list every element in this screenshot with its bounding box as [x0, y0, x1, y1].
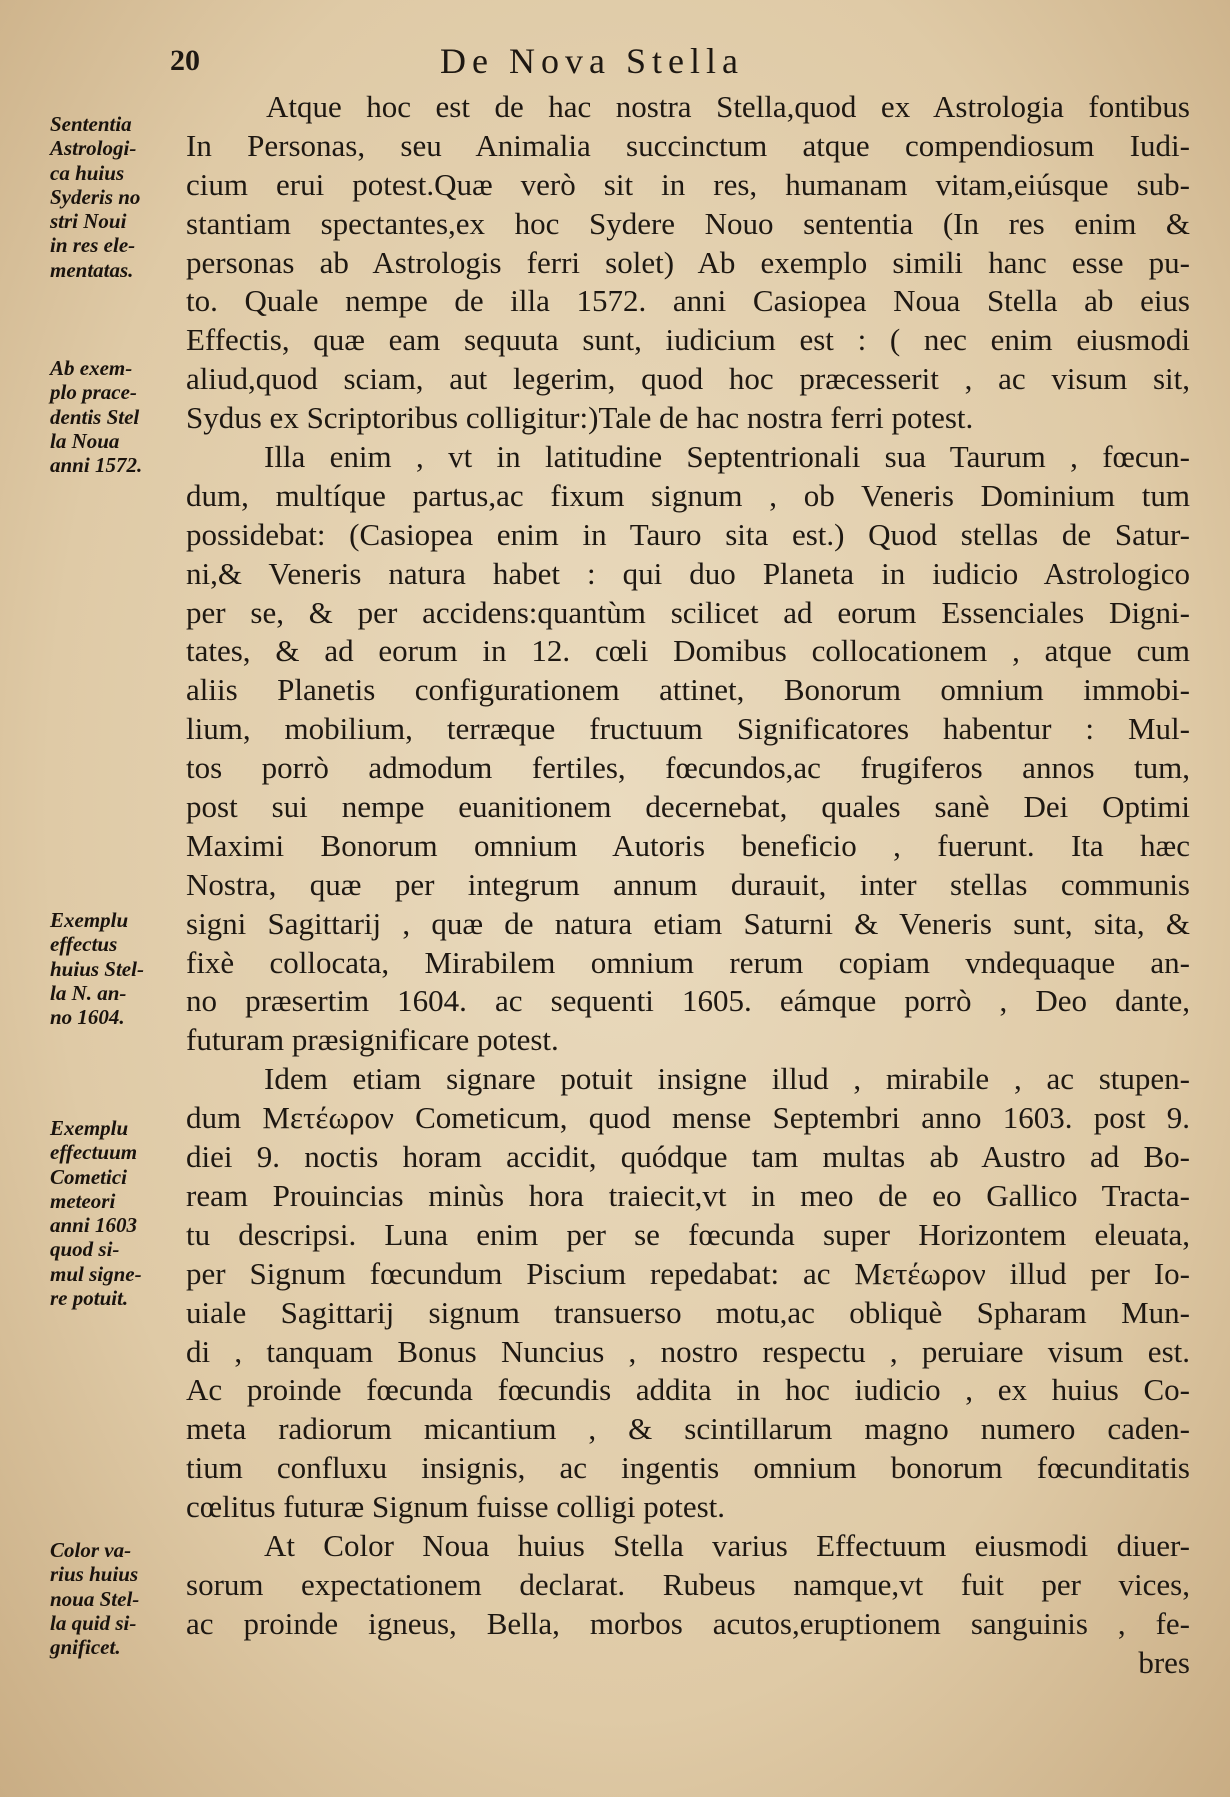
text-line: tu descripsi. Luna enim per se fœcunda super Horizontem eleuata,	[186, 1216, 1190, 1252]
text-line: tates, & ad eorum in 12. cœli Domibus collocationem , atque cum	[186, 633, 1190, 669]
text-line: post sui nempe euanitionem decernebat, quales sanè Dei Optimi	[186, 789, 1190, 825]
text-line: ream Prouincias minùs hora traiecit,vt in meo de eo Gallico Tracta-	[186, 1177, 1190, 1213]
text-line: Ac proinde fœcunda fœcundis addita in hoc iudicio , ex huius Co-	[186, 1372, 1190, 1408]
text-line: Idem etiam signare potuit insigne illud , mirabile , ac stupen-	[264, 1061, 1190, 1097]
text-line: possidebat: (Casiopea enim in Tauro sita est.) Quod stellas de Satur-	[186, 516, 1190, 552]
text-line: uiale Sagittarij signum transuerso motu,ac obliquè Spharam Mun-	[186, 1294, 1190, 1330]
marginal-note: Color va- rius huius noua Stel- la quid si- gnificet.	[50, 1538, 140, 1660]
text-line: no præsertim 1604. ac sequenti 1605. eámque porrò , Deo dante,	[186, 983, 1190, 1019]
text-line: cium erui potest.Quæ verò sit in res, humanam vitam,eiúsque sub-	[186, 166, 1190, 202]
text-line: tium confluxu insignis, ac ingentis omnium bonorum fœcunditatis	[186, 1450, 1190, 1486]
page-header	[170, 40, 1170, 84]
text-line: dum, multíque partus,ac fixum signum , ob Veneris Dominium tum	[186, 477, 1190, 513]
text-line: aliis Planetis configurationem attinet, Bonorum omnium immobi-	[186, 672, 1190, 708]
text-line: dum Μετέωρον Cometicum, quod mense Septembri anno 1603. post 9.	[186, 1100, 1190, 1136]
text-line: Illa enim , vt in latitudine Septentrionali sua Taurum , fœcun-	[264, 439, 1190, 475]
text-line: signi Sagittarij , quæ de natura etiam Saturni & Veneris sunt, sita, &	[186, 905, 1190, 941]
text-line: Effectis, quæ eam sequuta sunt, iudicium est : ( nec enim eiusmodi	[186, 322, 1190, 358]
main-text	[186, 88, 1190, 1683]
text-line: tos porrò admodum fertiles, fœcundos,ac frugiferos annos tum,	[186, 750, 1190, 786]
marginal-note: Exemplu effectuum Cometici meteori anni 1603 quod si- mul signe- re potuit.	[50, 1116, 142, 1311]
text-line: Maximi Bonorum omnium Autoris beneficio , fuerunt. Ita hæc	[186, 827, 1190, 863]
text-line: Atque hoc est de hac nostra Stella,quod ex Astrologia fontibus	[266, 89, 1190, 124]
catchword: bres	[1138, 1644, 1190, 1680]
text-line: lium, mobilium, terræque fructuum Significatores habentur : Mul-	[186, 711, 1190, 747]
text-line: ac proinde igneus, Bella, morbos acutos,eruptionem sanguinis , fe-	[186, 1605, 1190, 1641]
text-line: Nostra, quæ per integrum annum durauit, inter stellas communis	[186, 866, 1190, 902]
text-line: personas ab Astrologis ferri solet) Ab exemplo simili hanc esse pu-	[186, 244, 1190, 280]
text-line: aliud,quod sciam, aut legerim, quod hoc præcesserit , ac visum sit,	[186, 361, 1190, 397]
text-line: di , tanquam Bonus Nuncius , nostro respectu , peruiare visum est.	[186, 1333, 1190, 1369]
text-line: futuram præsignificare potest.	[186, 1022, 559, 1058]
text-line: stantiam spectantes,ex hoc Sydere Nouo sententia (In res enim &	[186, 205, 1190, 241]
text-line: sorum expectationem declarat. Rubeus namque,vt fuit per vices,	[186, 1566, 1190, 1602]
running-title: De Nova Stella	[440, 41, 744, 81]
text-line: meta radiorum micantium , & scintillarum magno numero caden-	[186, 1411, 1190, 1447]
text-line: to. Quale nempe de illa 1572. anni Casiopea Noua Stella ab eius	[186, 283, 1190, 319]
text-line: fixè collocata, Mirabilem omnium rerum copiam vndequaque an-	[186, 944, 1190, 980]
text-line: Sydus ex Scriptoribus colligitur:)Tale de hac nostra ferri potest.	[186, 400, 974, 436]
text-line: ni,& Veneris natura habet : qui duo Planeta in iudicio Astrologico	[186, 555, 1190, 591]
page-number: 20	[170, 44, 200, 77]
text-line: At Color Noua huius Stella varius Effectuum eiusmodi diuer-	[264, 1527, 1190, 1563]
marginal-note: Sententia Astrologi- ca huius Syderis no stri Noui in res ele- mentatas.	[50, 112, 141, 282]
text-line: In Personas, seu Animalia succinctum atque compendiosum Iudi-	[186, 127, 1190, 163]
text-line: diei 9. noctis horam accidit, quódque tam multas ab Austro ad Bo-	[186, 1139, 1190, 1175]
marginal-note: Ab exem- plo prace- dentis Stel la Noua anni 1572.	[50, 356, 143, 478]
text-line: per Signum fœcundum Piscium repedabat: ac Μετέωρον illud per Io-	[186, 1255, 1190, 1291]
marginal-note: Exemplu effectus huius Stel- la N. an- no 1604.	[50, 908, 144, 1030]
text-line: cœlitus futuræ Signum fuisse colligi potest.	[186, 1489, 726, 1525]
text-line: per se, & per accidens:quantùm scilicet ad eorum Essenciales Digni-	[186, 594, 1190, 630]
